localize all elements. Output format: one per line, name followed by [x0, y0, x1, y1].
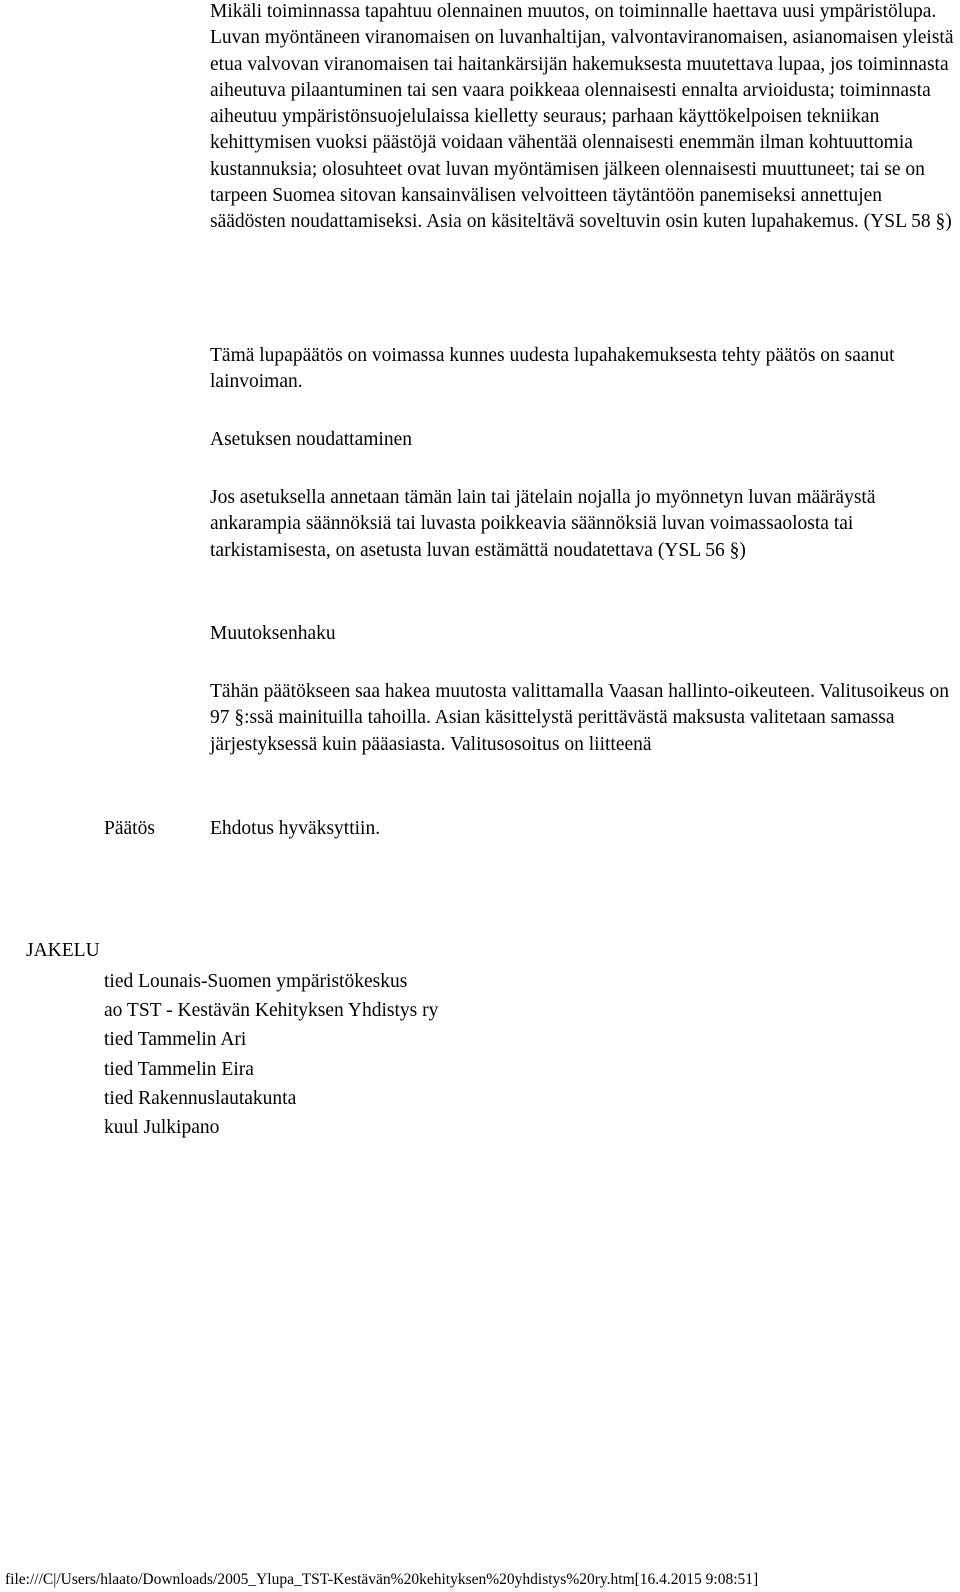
distribution-item: tied Rakennuslautakunta	[104, 1087, 297, 1109]
validity-paragraph: Tämä lupapäätös on voimassa kunnes uudesta lupahakemuksesta tehty päätös on saanut lainvoiman.	[210, 345, 895, 393]
distribution-title: JAKELU	[26, 940, 100, 961]
section-heading-appeal: Muutoksenhaku	[210, 623, 336, 644]
distribution-list	[104, 967, 438, 1142]
appeal-paragraph: Tähän päätökseen saa hakea muutosta valittamalla Vaasan hallinto-oikeuteen. Valitusoikeus on 97 §:ssä mainituilla tahoilla. Asian käsittelystä perittävästä maksusta valitetaan samassa järjestyksessä kuin pääasiasta. Valitusosoitus on liitteenä	[210, 681, 949, 755]
permit-change-paragraph: Mikäli toiminnassa tapahtuu olennainen muutos, on toiminnalle haettava uusi ympäristölupa. Luvan myöntäneen viranomaisen on luvanhaltijan, valvontaviranomaisen, asianomaisen yleistä etua valvovan viranomaisen tai haitankärsijän hakemuksesta muutettava lupaa, jos toiminnasta aiheutuva pilaantuminen tai sen vaara poikkeaa olennaisesti ennalta arvioidusta; toiminnasta aiheutuu ympäristönsuojelulaissa kielletty seuraus; parhaan käyttökelpoisen tekniikan kehittymisen vuoksi päästöjä voidaan vähentää olennaisesti enemmän ilman kohtuuttomia kustannuksia; olosuhteet ovat luvan myöntämisen jälkeen olennaisesti muuttuneet; tai se on tarpeen Suomea sitovan kansainvälisen velvoitteen täytäntöön panemiseksi annettujen säädösten noudattamiseksi. Asia on käsiteltävä soveltuvin osin kuten lupahakemus. (YSL 58 §)	[210, 1, 954, 233]
section-heading-regulation: Asetuksen noudattaminen	[210, 429, 412, 450]
distribution-item: tied Tammelin Eira	[104, 1058, 254, 1080]
file-path-footer: file:///C|/Users/hlaato/Downloads/2005_Ylupa_TST-Kestävän%20kehityksen%20yhdistys%20ry.htm[16.4.2015 9:08:51]	[5, 1571, 759, 1588]
decision-text: Ehdotus hyväksyttiin.	[210, 818, 381, 839]
distribution-item: tied Tammelin Ari	[104, 1029, 247, 1051]
distribution-item: tied Lounais-Suomen ympäristökeskus	[104, 971, 408, 992]
distribution-item: kuul Julkipano	[104, 1117, 220, 1139]
regulation-paragraph: Jos asetuksella annetaan tämän lain tai jätelain nojalla jo myönnetyn luvan määräystä ankarampia säännöksiä tai luvasta poikkeavia säännöksiä luvan voimassaolosta tai tarkistamisesta, on asetusta luvan estämättä noudatettava (YSL 56 §)	[210, 487, 876, 561]
distribution-item: ao TST - Kestävän Kehityksen Yhdistys ry	[104, 1000, 439, 1022]
decision-label: Päätös	[104, 818, 155, 839]
